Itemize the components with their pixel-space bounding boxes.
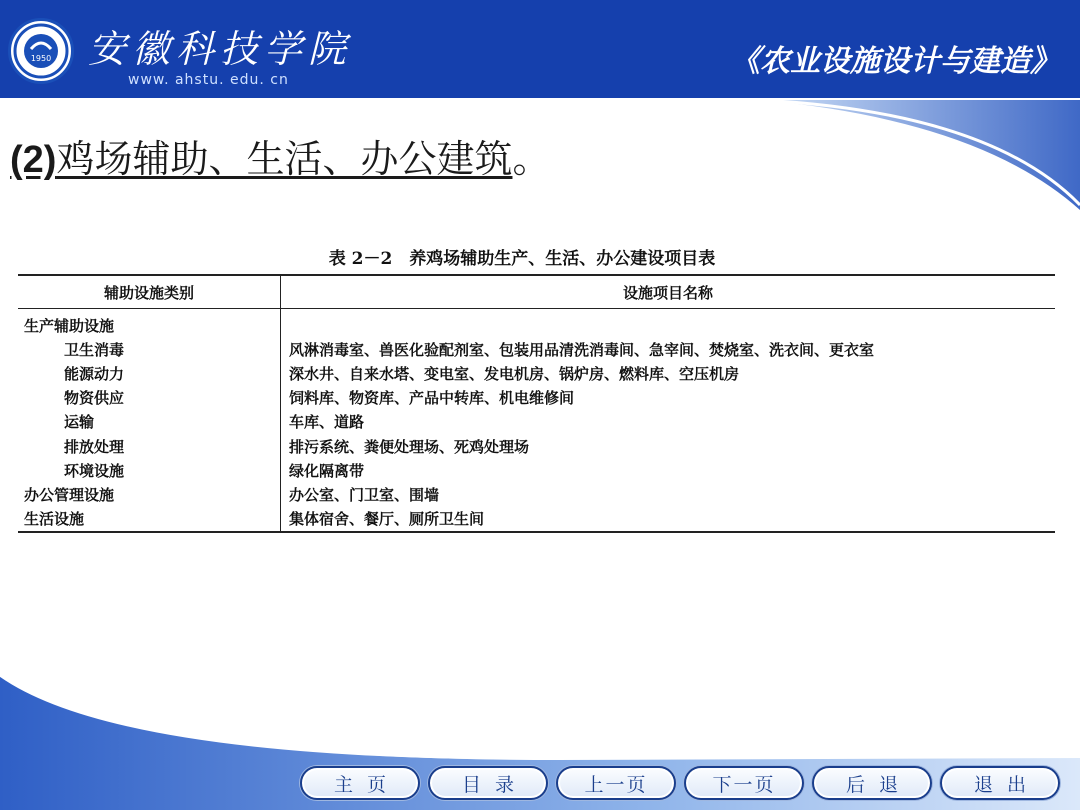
row-category: 环境设施 [18, 458, 281, 482]
facility-table [18, 274, 1055, 533]
table-row [18, 361, 1055, 385]
school-emblem-icon [13, 23, 69, 79]
row-items: 绿化隔离带 [289, 461, 365, 480]
row-category: 生活设施 [18, 507, 281, 532]
svg-text:1950: 1950 [30, 54, 52, 63]
row-items [281, 309, 1056, 338]
back-button[interactable]: 后退 [812, 766, 932, 800]
slide-heading [10, 128, 550, 183]
header-divider [0, 98, 1080, 100]
course-title: 《农业设施设计与建造》 [730, 44, 1060, 79]
row-category: 办公管理设施 [18, 482, 281, 506]
row-items: 车库、道路 [289, 413, 365, 432]
school-url: www. ahstu. edu. cn [128, 72, 289, 88]
row-category: 物资供应 [18, 386, 281, 410]
heading-number: (2) [10, 139, 57, 181]
prev-page-button[interactable]: 上一页 [556, 766, 676, 800]
contents-button[interactable]: 目录 [428, 766, 548, 800]
table-row [18, 410, 1055, 434]
school-name: 安徽科技学院 [88, 27, 353, 71]
row-items: 集体宿舍、餐厅、厕所卫生间 [281, 507, 1056, 532]
row-category: 排放处理 [18, 434, 281, 458]
navigation-bar [300, 766, 1060, 800]
row-items: 饲料库、物资库、产品中转库、机电维修间 [289, 389, 575, 408]
table-caption-text: 表 2－2 养鸡场辅助生产、生活、办公建设项目表 [328, 249, 716, 269]
table-caption [0, 244, 1080, 269]
next-page-button[interactable]: 下一页 [684, 766, 804, 800]
heading-end: 。 [512, 137, 551, 181]
row-category: 卫生消毒 [18, 337, 281, 361]
row-items: 排污系统、粪便处理场、死鸡处理场 [289, 437, 530, 456]
row-items: 办公室、门卫室、围墙 [289, 485, 440, 504]
table-row [18, 337, 1055, 361]
heading-text: 鸡场辅助、生活、办公建筑 [56, 137, 513, 181]
table-row [18, 482, 1055, 506]
row-items: 风淋消毒室、兽医化验配剂室、包装用品清洗消毒间、急宰间、焚烧室、洗衣间、更衣室 [289, 340, 875, 359]
table-row [18, 458, 1055, 482]
row-category: 运输 [18, 410, 281, 434]
row-category: 能源动力 [18, 361, 281, 385]
table-row [18, 434, 1055, 458]
table-header-row [18, 275, 1055, 309]
home-button[interactable]: 主页 [300, 766, 420, 800]
column-header-items: 设施项目名称 [281, 275, 1056, 309]
row-items: 深水井、自来水塔、变电室、发电机房、锅炉房、燃料库、空压机房 [289, 364, 740, 383]
table-row [18, 309, 1055, 338]
column-header-category: 辅助设施类别 [18, 275, 281, 309]
table-row [18, 507, 1055, 532]
row-category: 生产辅助设施 [18, 309, 281, 338]
table-row [18, 386, 1055, 410]
exit-button[interactable]: 退出 [940, 766, 1060, 800]
school-logo [8, 18, 74, 84]
